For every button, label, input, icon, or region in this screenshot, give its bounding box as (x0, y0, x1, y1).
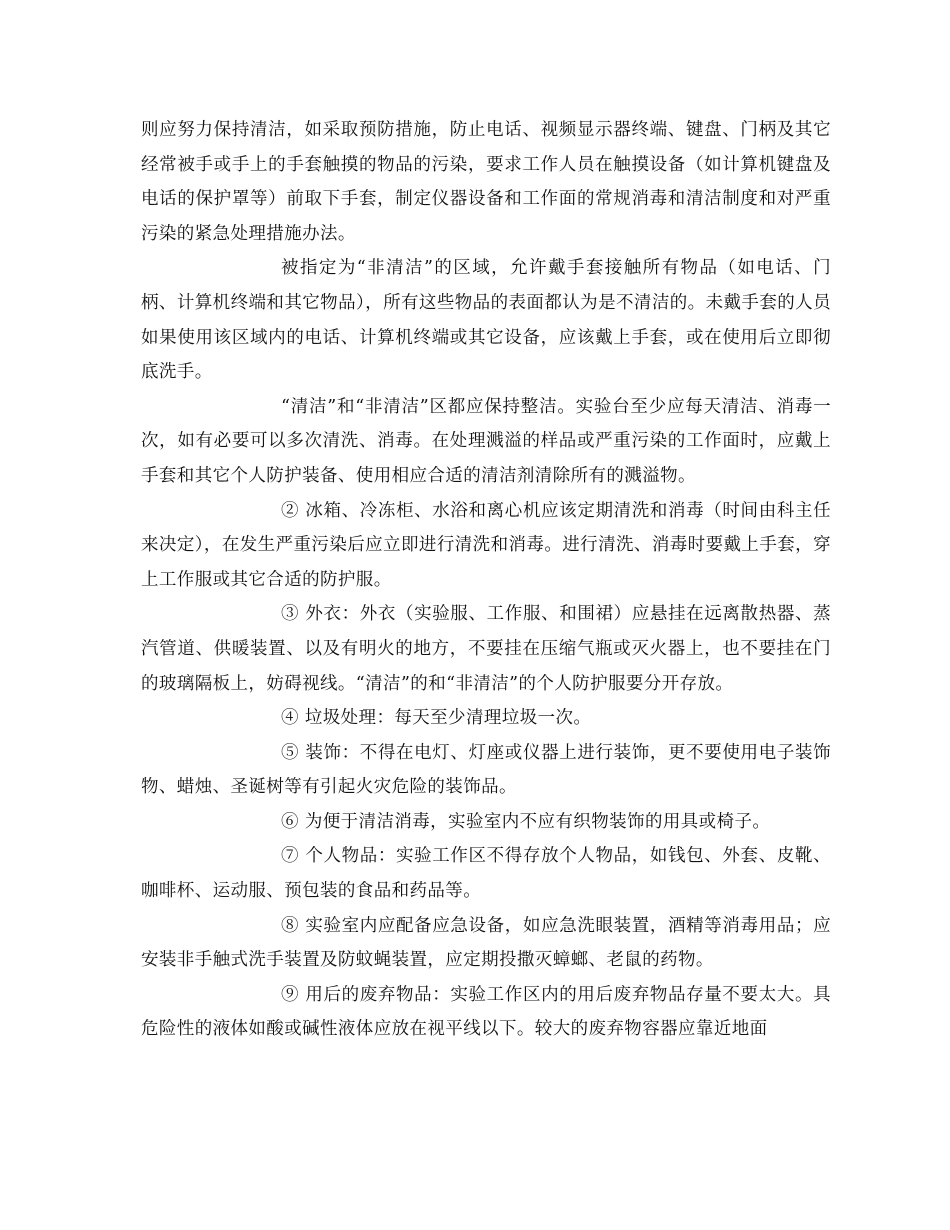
paragraph-item-6-fabric: ⑥ 为便于清洁消毒，实验室内不应有织物装饰的用具或椅子。 (281, 811, 771, 832)
paragraph-item-8-emergency-equipment: ⑧ 实验室内应配备应急设备，如应急洗眼装置，酒精等消毒用品；应安装非手触式洗手装置及防蚊蝇装置，应定期投撒灭蟑螂、老鼠的药物。 (141, 915, 831, 971)
paragraph-item-5-decoration: ⑤ 装饰：不得在电灯、灯座或仪器上进行装饰，更不要使用电子装饰物、蜡烛、圣诞树等有引起火灾危险的装饰品。 (141, 742, 831, 798)
paragraph-item-2-refrigerators: ② 冰箱、冷冻柜、水浴和离心机应该定期清洗和消毒（时间由科主任来决定），在发生严重污染后应立即进行清洗和消毒。进行清洗、消毒时要戴上手套，穿上工作服或其它合适的防护服。 (141, 500, 831, 590)
paragraph-item-9-disposal: ⑨ 用后的废弃物品：实验工作区内的用后废弃物品存量不要太大。具危险性的液体如酸或碱性液体应放在视平线以下。较大的废弃物容器应靠近地面 (141, 984, 831, 1040)
document-body (141, 113, 831, 1047)
paragraph-continuation: 则应努力保持清洁，如采取预防措施，防止电话、视频显示器终端、键盘、门柄及其它经常被手或手上的手套触摸的物品的污染，要求工作人员在触摸设备（如计算机键盘及电话的保护罩等）前取下手套，制定仪器设备和工作面的常规消毒和清洁制度和对严重污染的紧急处理措施办法。 (141, 120, 831, 244)
paragraph-non-clean-area: 被指定为“非清洁”的区域，允许戴手套接触所有物品（如电话、门柄、计算机终端和其它物品），所有这些物品的表面都认为是不清洁的。未戴手套的人员如果使用该区域内的电话、计算机终端或其它设备，应该戴上手套，或在使用后立即彻底洗手。 (141, 258, 831, 383)
paragraph-item-3-outerwear: ③ 外衣：外衣（实验服、工作服、和围裙）应悬挂在远离散热器、蒸汽管道、供暖装置、以及有明火的地方，不要挂在压缩气瓶或灭火器上，也不要挂在门的玻璃隔板上，妨碍视线。“清洁”的和“非清洁”的个人防护服要分开存放。 (141, 604, 831, 694)
paragraph-item-4-waste: ④ 垃圾处理：每天至少清理垃圾一次。 (281, 708, 592, 729)
paragraph-clean-and-non-clean: “清洁”和“非清洁”区都应保持整洁。实验台至少应每天清洁、消毒一次，如有必要可以多次清洗、消毒。在处理溅溢的样品或严重污染的工作面时，应戴上手套和其它个人防护装备、使用相应合适的清洁剂清除所有的溅溢物。 (141, 396, 831, 486)
paragraph-item-7-personal-items: ⑦ 个人物品：实验工作区不得存放个人物品，如钱包、外套、皮靴、咖啡杯、运动服、预包装的食品和药品等。 (141, 846, 831, 902)
